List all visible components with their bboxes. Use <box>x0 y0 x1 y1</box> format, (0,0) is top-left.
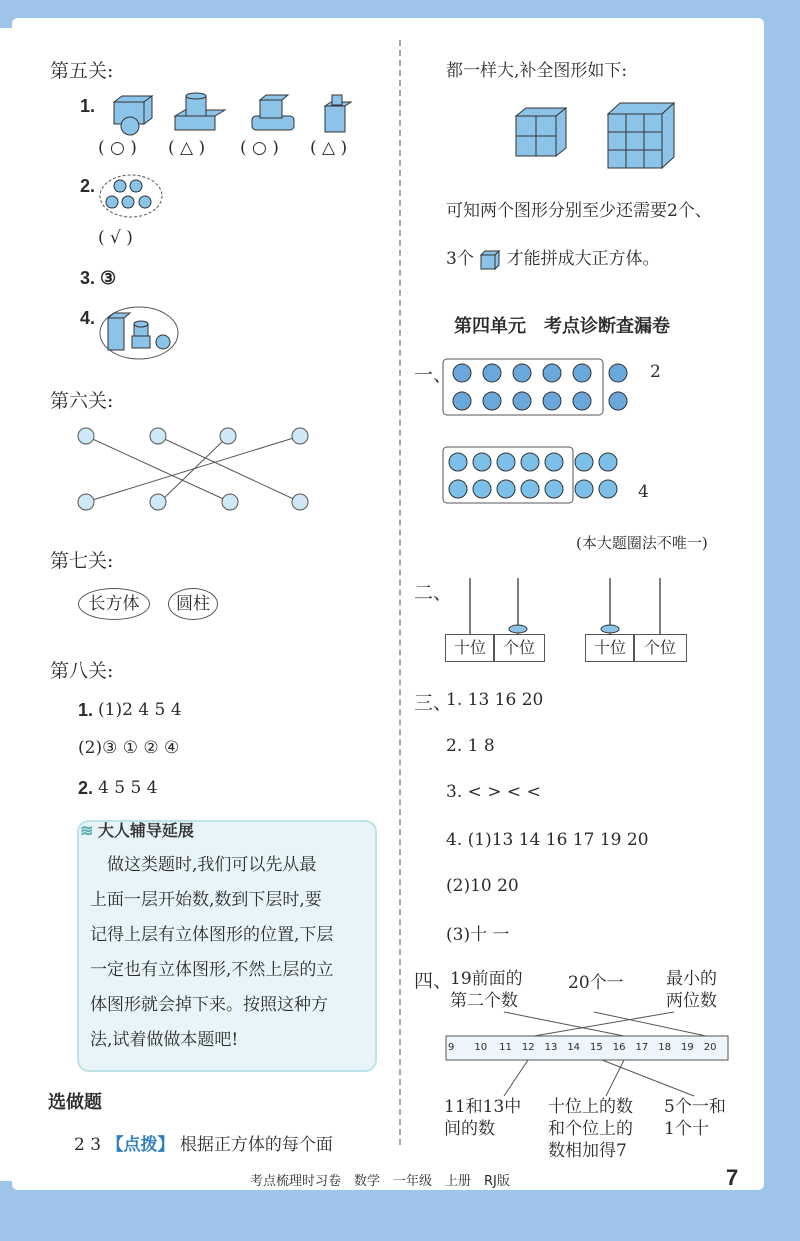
section-7-title: 第七关: <box>50 550 114 572</box>
s5-item1-shapes <box>100 92 370 142</box>
s8-item2-number: 2. <box>78 778 94 798</box>
tip-line: 记得上层有立体图形的位置,下层 <box>90 925 334 945</box>
q4-label: 四、 <box>414 970 453 992</box>
s5-item2-answer: ( √ ) <box>98 228 133 248</box>
cont-line-2: 可知两个图形分别至少还需要2个、 <box>446 201 712 221</box>
optional-title: 选做题 <box>48 1092 102 1112</box>
q2-place-tens-1: 十位 <box>445 634 495 662</box>
s5-item1-answer-1: ( ○ ) <box>98 138 137 158</box>
q2-abacus-lines <box>444 576 704 636</box>
q3-item4-3: (3)十 一 <box>446 925 510 945</box>
q2-place-tens-2: 十位 <box>585 634 635 662</box>
s5-item4-number: 4. <box>80 308 96 328</box>
s7-oval-cylinder: 圆柱 <box>168 588 218 620</box>
s6-matching-diagram <box>70 420 320 516</box>
q2-place-ones-2: 个位 <box>633 634 687 662</box>
optional-hint: 【点拨】 <box>106 1135 175 1154</box>
wave-icon: ≋ <box>80 823 98 840</box>
q4-top-label-3: 最小的 两位数 <box>666 969 717 1011</box>
q4-bottom-label-1: 11和13中 间的数 <box>444 1097 522 1139</box>
ruler-ticks: 9 10 11 12 13 14 15 16 17 18 19 20 <box>448 1042 717 1053</box>
q3-item3: 3. < > < < <box>446 782 541 802</box>
section-5-title: 第五关: <box>50 60 114 82</box>
s8-item2-values: 4 5 5 4 <box>98 778 158 798</box>
q3-label: 三、 <box>414 692 453 714</box>
tip-line: 做这类题时,我们可以先从最 <box>90 855 317 875</box>
q4-bottom-label-3: 5个一和 1个十 <box>664 1097 726 1139</box>
q4-ruler-lines <box>444 1010 734 1100</box>
s8-item1-number: 1. <box>78 700 94 720</box>
q2-label: 二、 <box>414 582 453 604</box>
cont-line-1: 都一样大,补全图形如下: <box>446 61 628 81</box>
tip-line: 体图形就会掉下来。按照这种方 <box>90 995 328 1015</box>
q4-top-label-1: 19前面的 第二个数 <box>450 969 523 1011</box>
completed-cubes-figure <box>512 100 682 172</box>
unit-title: 第四单元 考点诊断查漏卷 <box>454 316 670 336</box>
small-cube-icon <box>479 249 501 271</box>
tip-line: 法,试着做做本题吧! <box>90 1030 239 1050</box>
s5-item3: 3. ③ <box>80 268 117 288</box>
page-number: 7 <box>726 1165 739 1190</box>
q3-item4: 4. (1)13 14 16 17 19 20 <box>446 830 649 850</box>
s5-item1-answer-4: ( △ ) <box>310 138 348 158</box>
page-frame-bottom <box>0 1181 800 1241</box>
cont-line-3: 3个 才能拼成大正方体。 <box>446 249 660 269</box>
s5-item1-number: 1. <box>80 96 96 116</box>
q3-item2: 2. 1 8 <box>446 736 495 756</box>
q1-apples-group <box>440 444 630 506</box>
section-8-title: 第八关: <box>50 660 114 682</box>
s7-oval-cuboid: 长方体 <box>78 588 150 620</box>
s5-item1-answer-2: ( △ ) <box>168 138 206 158</box>
q4-top-label-2: 20个一 <box>568 973 624 993</box>
optional-line <box>74 1130 333 1155</box>
q1-label: 一、 <box>414 364 453 386</box>
q2-place-ones-1: 个位 <box>493 634 545 662</box>
q3-item4-2: (2)10 20 <box>446 876 519 896</box>
q1-count-a: 2 <box>650 362 661 382</box>
optional-prefix: 2 3 <box>74 1135 102 1155</box>
q1-count-b: 4 <box>638 482 649 502</box>
s5-item1-answer-3: ( ○ ) <box>240 138 279 158</box>
tip-line: 一定也有立体图形,不然上层的立 <box>90 960 334 980</box>
tip-line: 上面一层开始数,数到下层时,要 <box>90 890 322 910</box>
section-6-title: 第六关: <box>50 390 114 412</box>
tip-text <box>90 848 365 1058</box>
optional-text: 根据正方体的每个面 <box>179 1135 333 1155</box>
s5-item2-balls-circled <box>98 172 166 222</box>
s8-item1-part2: (2)③ ① ② ④ <box>78 738 180 758</box>
s8-item1-part1: (1)2 4 5 4 <box>98 700 182 720</box>
column-divider <box>399 40 401 1145</box>
q3-item1: 1. 13 16 20 <box>446 690 544 710</box>
q1-balls-group <box>440 356 640 420</box>
s5-item4-shapes-circled <box>98 304 182 362</box>
tip-title: ≋ 大人辅导延展 <box>80 823 194 840</box>
q4-bottom-label-2: 十位上的数 和个位上的 数相加得7 <box>548 1097 633 1161</box>
q1-note: (本大题圈法不唯一) <box>576 534 708 552</box>
s5-item2-number: 2. <box>80 176 96 196</box>
footer-text: 考点梳理时习卷 数学 一年级 上册 RJ版 <box>250 1174 510 1189</box>
